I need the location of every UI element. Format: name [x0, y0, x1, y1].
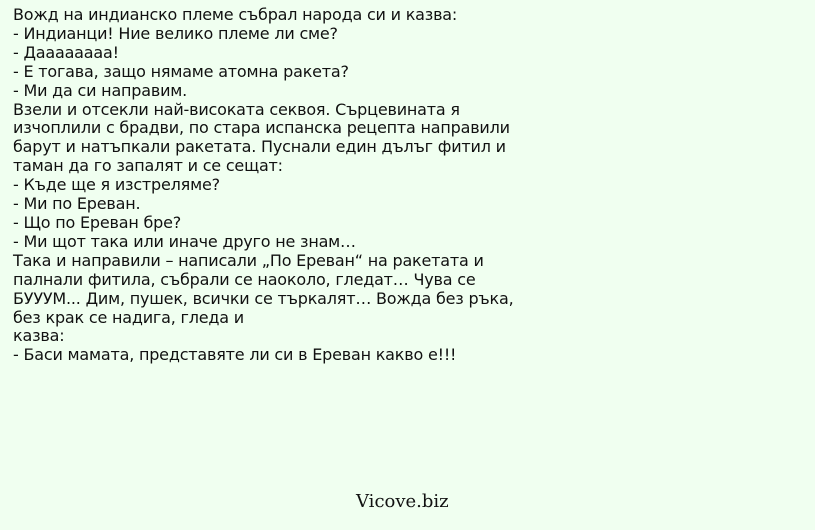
joke-line-11: - Ми по Ереван.	[13, 194, 141, 214]
joke-line-15: палнали фитила, събрали се наоколо, гледат… Чува се	[13, 269, 476, 289]
joke-line-18: казва:	[13, 326, 65, 346]
joke-line-1: Вожд на индианско племе събрал народа си и казва:	[13, 5, 458, 24]
joke-line-16: БУУУМ... Дим, пушек, всички се търкалят… Вожда без ръка,	[13, 288, 514, 308]
joke-line-5: - Ми да си направим.	[13, 80, 188, 100]
joke-line-8: барут и натъпкали ракетата. Пуснали един дълъг фитил и	[13, 137, 506, 157]
joke-line-13: - Ми щот така или иначе друго не знам…	[13, 231, 356, 251]
joke-text	[13, 6, 808, 365]
joke-line-12: - Що по Ереван бре?	[13, 212, 182, 232]
joke-line-3: - Даааааааа!	[13, 42, 119, 62]
joke-line-4: - Е тогава, защо нямаме атомна ракета?	[13, 61, 349, 81]
joke-line-10: - Къде ще я изстреляме?	[13, 175, 220, 195]
joke-line-17: без крак се надига, гледа и	[13, 307, 244, 327]
joke-line-7: изчоплили с брадви, по стара испанска рецепта направили	[13, 118, 510, 138]
joke-line-2: - Индианци! Ние велико племе ли сме?	[13, 23, 338, 43]
joke-line-19: - Баси мамата, представяте ли си в Ереван какво е!!!	[13, 345, 457, 365]
joke-line-9: таман да го запалят и се сещат:	[13, 156, 283, 176]
site-watermark: Vicove.biz	[356, 491, 449, 512]
joke-line-6: Взели и отсекли най-високата секвоя. Сърцевината я	[13, 99, 460, 119]
joke-line-14: Така и направили – написали „По Ереван“ на ракетата и	[13, 250, 484, 270]
